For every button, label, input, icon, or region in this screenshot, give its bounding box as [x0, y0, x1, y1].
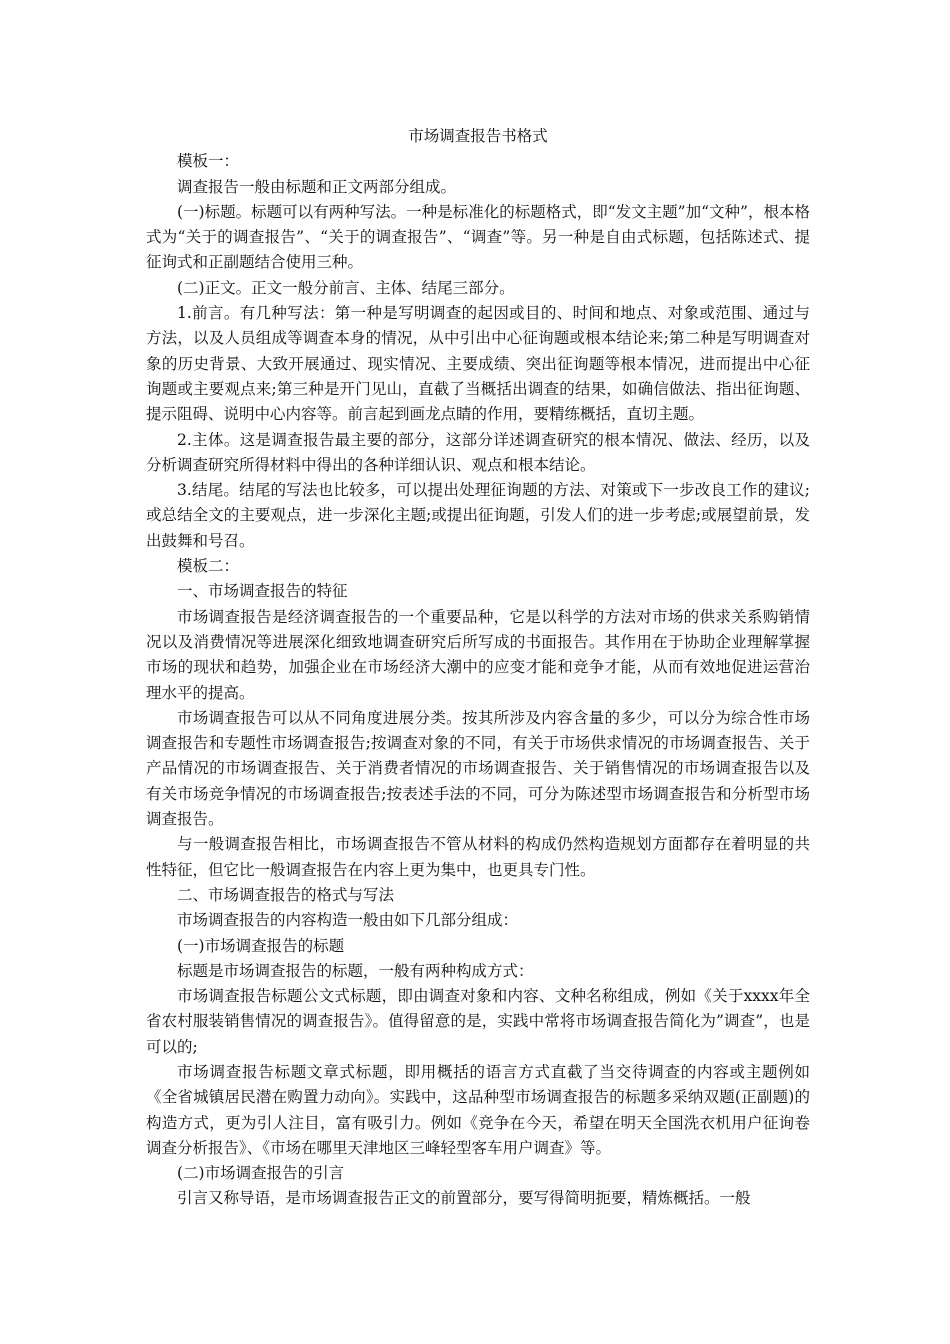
paragraph: 市场调查报告可以从不同角度进展分类。按其所涉及内容含量的多少，可以分为综合性市场调查报告和专题性市场调查报告;按调查对象的不同，有关于市场供求情况的市场调查报告、关于产品情况的市场调查报告、关于消费者情况的市场调查报告、关于销售情况的市场调查报告以及有关市场竞争情况的市场调查报告;按表述手法的不同，可分为陈述型市场调查报告和分析型市场调查报告。 [146, 708, 810, 829]
template-two-heading: 模板二： [177, 557, 240, 576]
subsection-heading: (二)市场调查报告的引言 [177, 1164, 345, 1183]
paragraph: 与一般调查报告相比，市场调查报告不管从材料的构成仍然构造规划方面都存在着明显的共性特征，但它比一般调查报告在内容上更为集中，也更具专门性。 [146, 835, 810, 879]
document-title: 市场调查报告书格式 [408, 127, 548, 145]
paragraph: (二)正文。正文一般分前言、主体、结尾三部分。 [177, 278, 515, 297]
paragraph: 市场调查报告的内容构造一般由如下几部分组成： [177, 911, 519, 930]
paragraph: (一)标题。标题可以有两种写法。一种是标准化的标题格式，即“发文主题”加“文种”，根本格式为“关于的调查报告”、“关于的调查报告”、“调查”等。另一种是自由式标题，包括陈述式、提征询式和正副题结合使用三种。 [146, 202, 810, 272]
paragraph: 标题是市场调查报告的标题，一般有两种构成方式： [177, 961, 534, 980]
section-heading: 一、市场调查报告的特征 [177, 582, 348, 601]
section-heading: 二、市场调查报告的格式与写法 [177, 885, 395, 904]
subsection-heading: (一)市场调查报告的标题 [177, 936, 345, 955]
document-body [146, 124, 810, 1212]
template-one-heading: 模板一： [177, 152, 240, 171]
paragraph: 3.结尾。结尾的写法也比较多，可以提出处理征询题的方法、对策或下一步改良工作的建议;或总结全文的主要观点，进一步深化主题;或提出征询题，引发人们的进一步考虑;或展望前景，发出鼓舞和号召。 [146, 481, 810, 550]
paragraph: 2.主体。这是调查报告最主要的部分，这部分详述调查研究的根本情况、做法、经历，以及分析调查研究所得材料中得出的各种详细认识、观点和根本结论。 [146, 430, 810, 474]
paragraph: 调查报告一般由标题和正文两部分组成。 [177, 177, 457, 196]
paragraph: 1.前言。有几种写法：第一种是写明调查的起因或目的、时间和地点、对象或范围、通过与方法，以及人员组成等调查本身的情况，从中引出中心征询题或根本结论来;第二种是写明调查对象的历史背景、大致开展通过、现实情况、主要成绩、突出征询题等根本情况，进而提出中心征询题或主要观点来;第三种是开门见山，直截了当概括出调查的结果，如确信做法、指出征询题、提示阻碍、说明中心内容等。前言起到画龙点睛的作用，要精练概括，直切主题。 [146, 304, 810, 424]
paragraph: 市场调查报告标题公文式标题，即由调查对象和内容、文种名称组成，例如《关于xxxx年全省农村服装销售情况的调查报告》。值得留意的是，实践中常将市场调查报告简化为”调查”，也是可以的; [146, 987, 810, 1056]
paragraph: 市场调查报告是经济调查报告的一个重要品种，它是以科学的方法对市场的供求关系购销情况以及消费情况等进展深化细致地调查研究后所写成的书面报告。其作用在于协助企业理解掌握市场的现状和趋势，加强企业在市场经济大潮中的应变才能和竞争才能，从而有效地促进运营治理水平的提高。 [146, 607, 810, 702]
paragraph: 引言又称导语，是市场调查报告正文的前置部分，要写得简明扼要，精炼概括。一般 [177, 1189, 751, 1208]
paragraph: 市场调查报告标题文章式标题，即用概括的语言方式直截了当交待调查的内容或主题例如《全省城镇居民潜在购置力动向》。实践中，这品种型市场调查报告的标题多采纳双题(正副题)的构造方式，更为引人注目，富有吸引力。例如《竞争在今天，希望在明天全国洗衣机用户征询卷调查分析报告》、《市场在哪里天津地区三峰轻型客车用户调查》等。 [146, 1062, 810, 1157]
